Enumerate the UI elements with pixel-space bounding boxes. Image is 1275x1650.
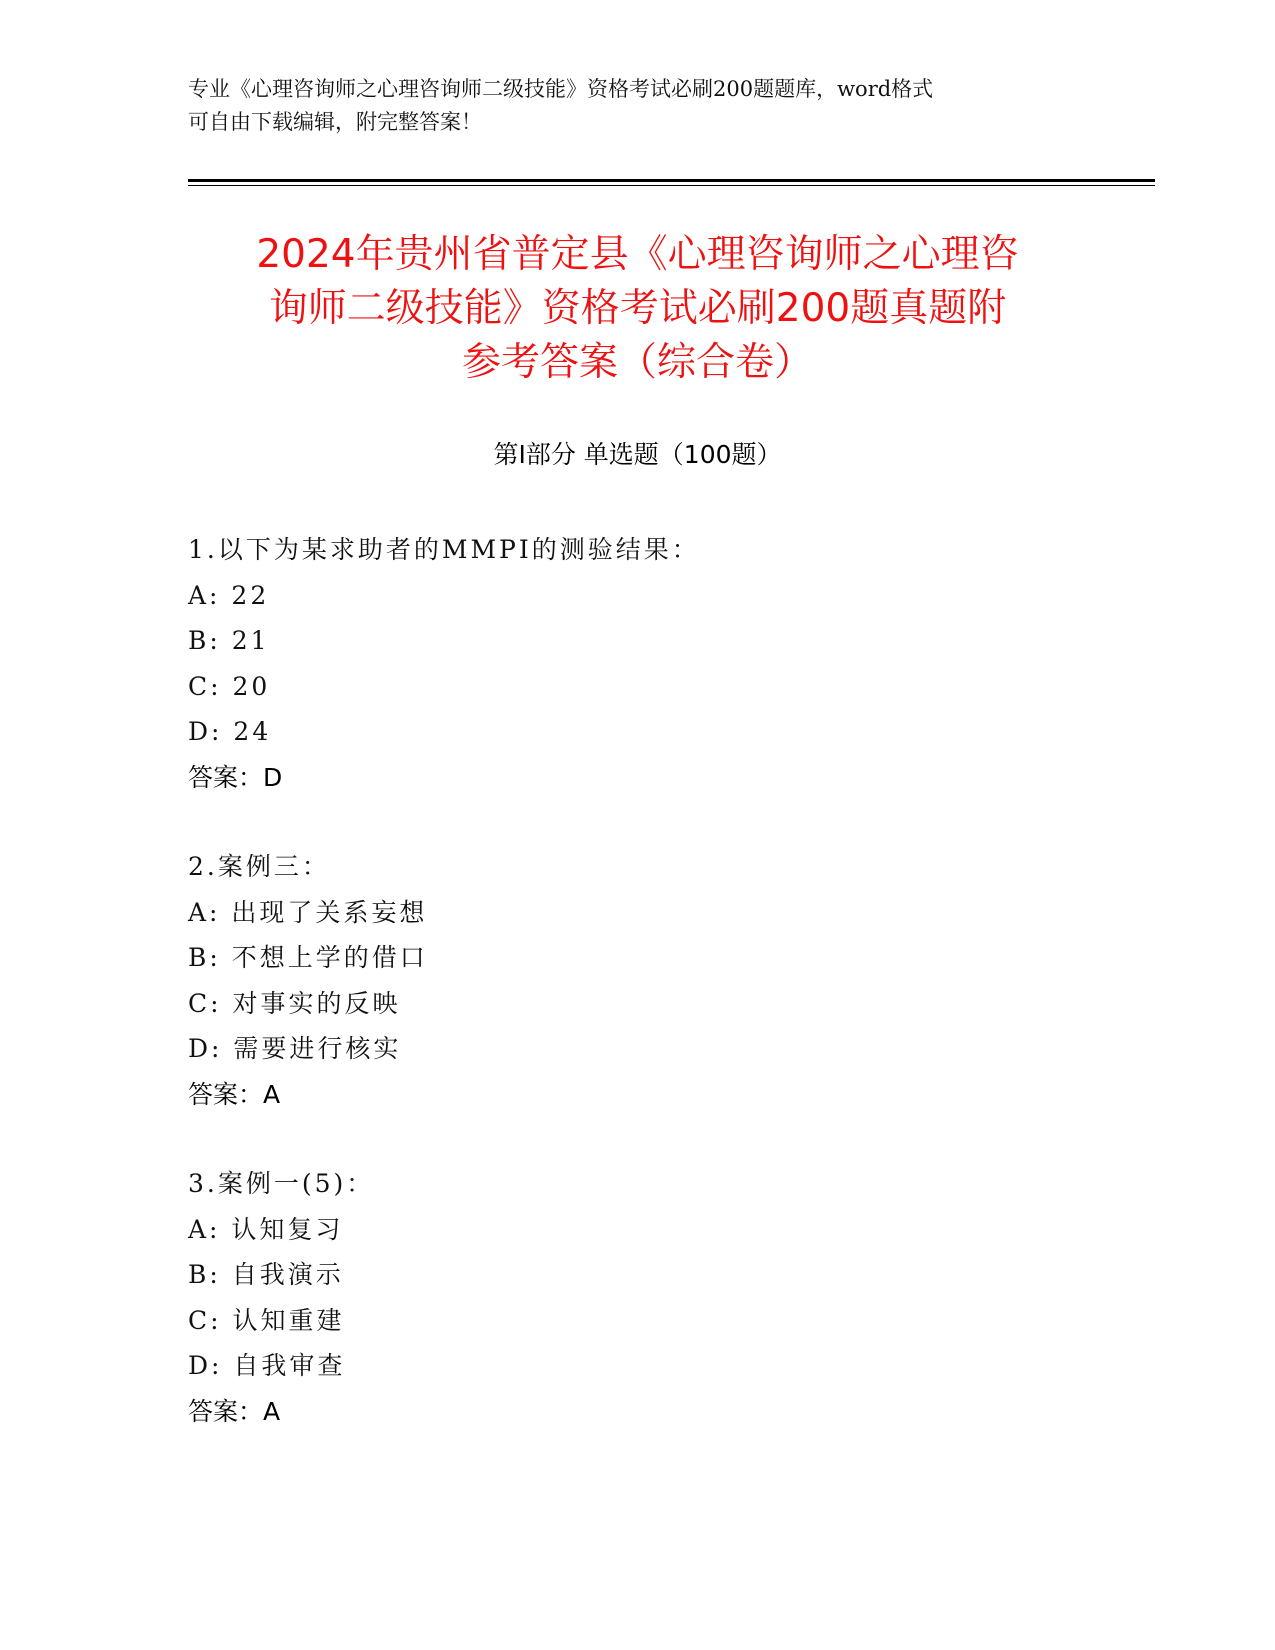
option-c: C: 认知重建 — [188, 1305, 345, 1335]
answer: 答案：A — [188, 1396, 281, 1426]
answer: 答案：A — [188, 1079, 281, 1109]
option-d: D: 需要进行核实 — [188, 1034, 402, 1063]
question-stem: 2.案例三： — [188, 852, 330, 881]
option-c: C: 20 — [188, 671, 271, 701]
option-b: B: 不想上学的借口 — [188, 943, 428, 972]
option-c: C: 对事实的反映 — [188, 988, 401, 1018]
header-note — [188, 73, 1088, 139]
question-2 — [188, 844, 1088, 1117]
section-heading: 第Ⅰ部分 单选题（100题） — [493, 440, 782, 469]
option-a: A: 出现了关系妄想 — [188, 897, 428, 927]
option-b: B: 自我演示 — [188, 1260, 344, 1289]
question-stem: 3.案例一(5)： — [188, 1169, 375, 1198]
option-d: D: 24 — [188, 717, 272, 746]
document-title-line-1: 2024年贵州省普定县《心理咨询师之心理咨 — [256, 232, 1019, 277]
header-note-line-2: 可自由下载编辑，附完整答案！ — [188, 110, 482, 134]
question-stem: 1.以下为某求助者的MMPI的测验结果： — [188, 535, 700, 564]
header-divider-thick — [188, 179, 1155, 182]
option-d: D: 自我审查 — [188, 1351, 346, 1380]
header-note-line-1: 专业《心理咨询师之心理咨询师二级技能》资格考试必刷200题题库，word格式 — [188, 77, 934, 101]
header-divider-thin — [188, 185, 1155, 186]
document-title — [160, 228, 1115, 390]
document-title-line-2: 询师二级技能》资格考试必刷200题真题附 — [268, 286, 1007, 331]
question-1 — [188, 527, 1088, 800]
document-title-line-3: 参考答案（综合卷） — [461, 340, 813, 385]
option-b: B: 21 — [188, 626, 270, 655]
option-a: A: 22 — [188, 580, 270, 610]
question-list — [188, 527, 1088, 1434]
answer: 答案：D — [188, 762, 283, 792]
question-3 — [188, 1161, 1088, 1434]
option-a: A: 认知复习 — [188, 1214, 344, 1244]
